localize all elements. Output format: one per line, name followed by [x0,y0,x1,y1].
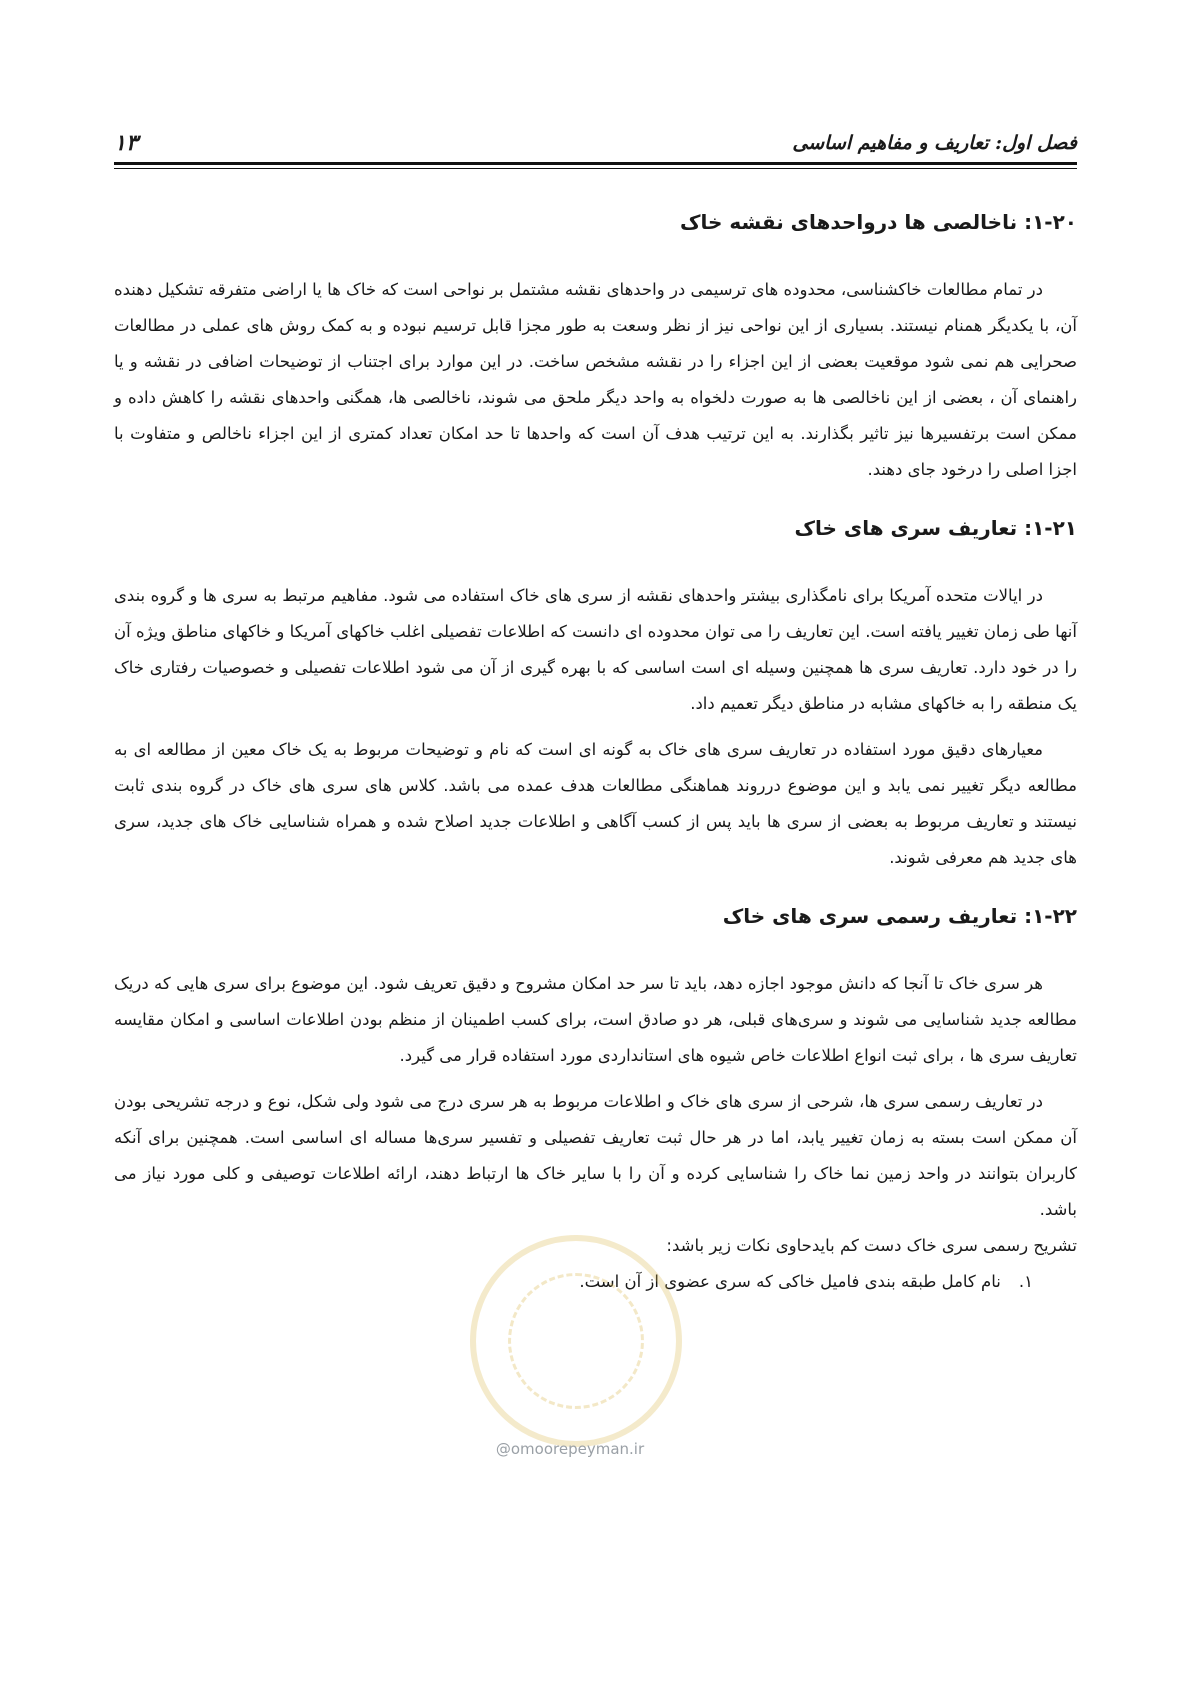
seal-watermark-icon [470,1235,682,1447]
chapter-title: فصل اول: تعاریف و مفاهیم اساسی [792,132,1077,154]
section-heading: ۱-۲۲: تعاریف رسمی سری های خاک [722,904,1077,928]
paragraph: در تعاریف رسمی سری ها، شرحی از سری های خاک و اطلاعات مربوط به هر سری درج می شود ولی شکل، نوع و درجه تشریحی بودن آن ممکن است بسته به زمان تغییر یابد، اما در هر حال ثبت تعاریف تفصیلی و تفسیر سری‌ها مساله ای اساسی است. همچنین برای آنکه کاربران بتوانند در واحد زمین نما خاک را شناسایی کرده و آن را با سایر خاک ها ارتباط دهند، ارائه اطلاعات توصیفی و کلی مورد نیاز می باشد. [114,1092,1077,1219]
list-text: نام کامل طبقه بندی فامیل خاکی که سری عضوی از آن است. [579,1272,1001,1291]
page-header [114,128,1077,158]
section-heading: ۱-۲۱: تعاریف سری های خاک [794,516,1077,540]
section-1-20 [114,210,1077,488]
paragraph: هر سری خاک تا آنجا که دانش موجود اجازه دهد، باید تا سر حد امکان مشروح و دقیق تعریف شود. این موضوع برای سری هایی که دریک مطالعه جدید شناسایی می شوند و سری‌های قبلی، هر دو صادق است، برای کسب اطمینان از منظم بودن اطلاعات اساسی و امکان مقایسه تعاریف سری ها ، برای ثبت انواع اطلاعات خاص شیوه های استانداردی مورد استفاده قرار می گیرد. [114,974,1077,1065]
page-body [114,200,1077,1328]
list-intro: تشریح رسمی سری خاک دست کم بایدحاوی نکات زیر باشد: [666,1236,1077,1255]
paragraph: معیارهای دقیق مورد استفاده در تعاریف سری های خاک به گونه ای است که نام و توضیحات مربوط به یک خاک معین از مطالعه ای به مطالعه دیگر تغییر نمی یابد و این موضوع درروند هماهنگی مطالعات هدف عمده می باشد. کلاس های سری های خاک در گروه بندی ثابت نیستند و تعاریف مربوط به بعضی از سری ها باید پس از کسب آگاهی و اطلاعات جدید اصلاح شده و همراه شناسایی خاک های جدید، سری های جدید هم معرفی شوند. [114,740,1077,867]
paragraph: در تمام مطالعات خاکشناسی، محدوده های ترسیمی در واحدهای نقشه مشتمل بر نواحی است که خاک ها یا اراضی متفرقه تشکیل دهنده آن، با یکدیگر همنام نیستند. بسیاری از این نواحی نیز از نظر وسعت به طور مجزا قابل ترسیم نبوده و به کمک روش های عملی در مطالعات صحرایی هم نمی شود موقعیت بعضی از این اجزاء را در نقشه مشخص ساخت. در این موارد برای اجتناب از توضیحات اضافی در نقشه و یا راهنمای آن ، بعضی از این ناخالصی ها به صورت دلخواه به واحد دیگر ملحق می شوند، ناخالصی ها، همگنی واحدهای نقشه را کاهش داده و ممکن است برتفسیرها نیز تاثیر بگذارند. به این ترتیب هدف آن است که واحدها تا حد امکان تعداد کمتری از این اجزاء ناخالص و متفاوت با اجزا اصلی را درخود جای دهند. [114,280,1077,479]
header-rule-thick [114,162,1077,165]
watermark-site: @omoorepeyman.ir [495,1440,645,1458]
section-heading: ۱-۲۰: ناخالصی ها درواحدهای نقشه خاک [679,210,1077,234]
page-number: ۱۳ [114,130,138,156]
section-1-21 [114,516,1077,876]
paragraph: در ایالات متحده آمریکا برای نامگذاری بیشتر واحدهای نقشه از سری های خاک استفاده می شود. مفاهیم مرتبط به سری ها و گروه بندی آنها طی زمان تغییر یافته است. این تعاریف را می توان محدوده ای دانست که اطلاعات تفصیلی اغلب خاکهای آمریکا و خاکهای مناطق ویژه آن را در خود دارد. تعاریف سری ها همچنین وسیله ای است اساسی که با بهره گیری از آن می شود اطلاعات تفصیلی و خصوصیات رفتاری خاک یک منطقه را به خاکهای مشابه در مناطق دیگر تعمیم داد. [114,586,1077,713]
list-number: ۱. [1018,1272,1033,1291]
header-rule-thin [114,168,1077,169]
